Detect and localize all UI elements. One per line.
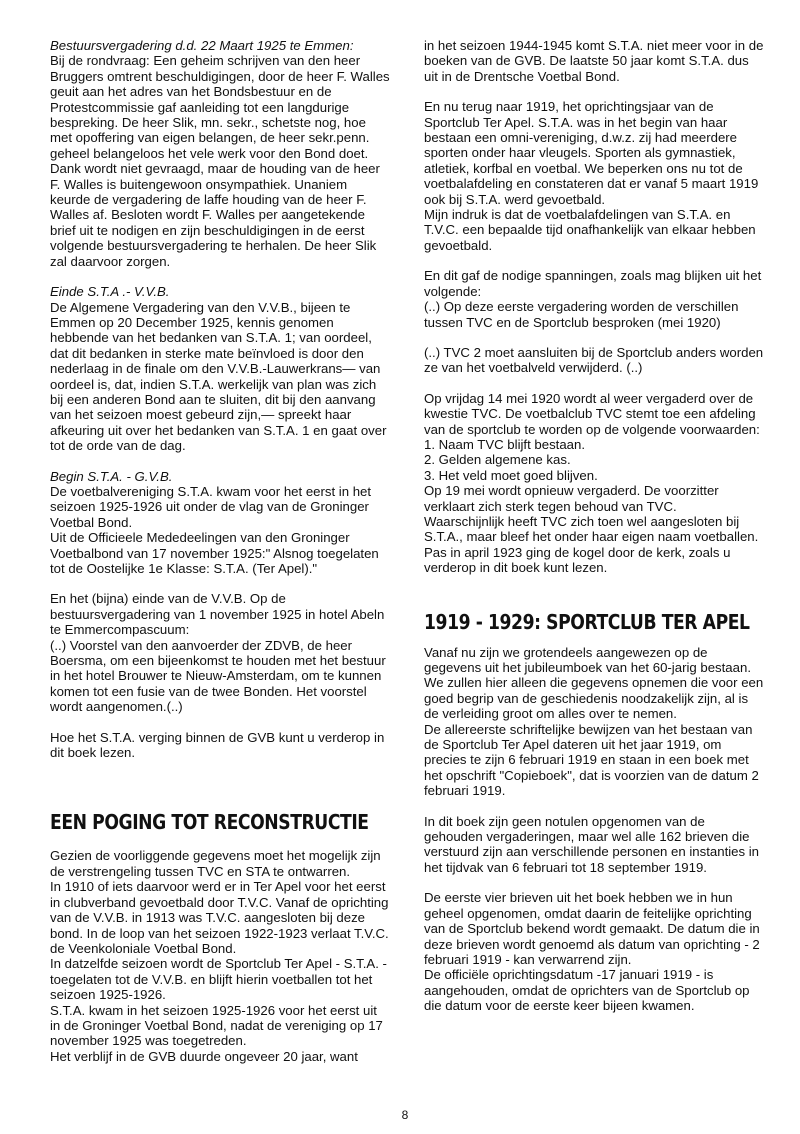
condition-item: 1. Naam TVC blijft bestaan.	[424, 436, 586, 452]
paragraph-verblijf: Het verblijf in de GVB duurde ongeveer 20 jaar, want	[50, 1048, 358, 1064]
paragraph-hoe: Hoe het S.T.A. verging binnen de GVB kunt u verderop in dit boek lezen.	[50, 729, 385, 761]
left-column	[50, 38, 390, 1064]
paragraph-1910: In 1910 of iets daarvoor werd er in Ter Apel voor het eerst in clubverband gevoetbald door T.V.C. Vanaf de oprichting van de V.V.B. in 1913 was T.V.C. aangesloten bij deze bond. In de loop van het seizoen 1922-1923 verlaat T.V.C. de Veenkoloniale Voetbal Bond.	[50, 879, 389, 956]
meeting-text: Bij de rondvraag: Een geheim schrijven van den heer Bruggers omtrent beschuldigingen, door de heer F. Walles geuit aan het adres van het Bondsbestuur en de Protestcommissie gaf aanleiding tot een langdurige bespreking. De heer Slik, mn. sekr., schetste nog, hoe met opoffering van eigen belangen, de heer sekr.penn. geheel belangeloos het vele werk voor den Bond doet. Dank wordt niet gevraagd, maar de houding van de heer F. Walles is buitengewoon onsympathiek. Unaniem keurde de vergadering de laffe houding van de heer F. Walles af. Besloten wordt F. Walles per aangetekende brief uit te nodigen en zijn beschuldigingen in de eerst volgende bestuursvergadering te herhalen. De heer Slik zal daarvoor zorgen.	[50, 53, 390, 269]
quote-tvc2: (..) TVC 2 moet aansluiten bij de Sportclub anders worden ze van het voetbalveld verwijderd. (..)	[424, 344, 764, 376]
paragraph-gezien: Gezien de voorliggende gegevens moet het mogelijk zijn de verstrengeling tussen TVC en STA te ontwarren.	[50, 848, 381, 879]
paragraph-sta-gvb: S.T.A. kwam in het seizoen 1925-1926 voor het eerst uit in de Groninger Voetbal Bond, nadat de vereniging op 17 november 1925 was toegetreden.	[50, 1002, 383, 1049]
paragraph-voorstel: (..) Voorstel van den aanvoerder der ZDVB, de heer Boersma, om een bijeenkomst te houden met het bestuur in het hotel Brouwer te Nieuw-Amsterdam, om te kunnen komen tot een fusie van de twee Bonden. Het voorstel wordt aangenomen.(..)	[50, 637, 386, 715]
paragraph-1919: En nu terug naar 1919, het oprichtingsjaar van de Sportclub Ter Apel. S.T.A. was in het begin van haar bestaan een omni-vereniging, d.w.z. zij had meerdere sporten onder haar vleugels. Sporten als gymnastiek, atletiek, korfbal en voetbal. We beperken ons nu tot de voetbalafdeling en constateren dat er vanaf 5 maart 1919 ook bij S.T.A. werd gevoetbald.	[424, 99, 759, 207]
paragraph-dit-boek: In dit boek zijn geen notulen opgenomen van de gehouden vergaderingen, maar wel alle 162 brieven die verstuurd zijn aan verschillende personen en instanties in het tijdvak van 6 februari tot 18 september 1919.	[424, 813, 760, 875]
einde-text: De Algemene Vergadering van den V.V.B., bijeen te Emmen op 20 December 1925, kennis genomen hebbende van het bedanken van S.T.A. 1; van oordeel, dat dit bedanken in sterke mate beïnvloed is door den nederlaag in de finale om den V.V.B.-Lauwerkrans— van oordeel is, dat, indien S.T.A. werkelijk van plan was zich bij een anderen Bond aan te sluiten, dit bij den aanvang van het seizoen moest gebeurd zijn,— spreekt haar afkeuring uit over het bedanken van S.T.A. 1 en gaat over tot de orde van de dag.	[50, 299, 387, 454]
meeting-title: Bestuursvergadering d.d. 22 Maart 1925 te Emmen:	[50, 38, 354, 53]
right-column	[424, 38, 764, 1014]
section-heading-sportclub: 1919 - 1929: SPORTCLUB TER APEL	[424, 609, 750, 634]
subheading-begin: Begin S.T.A. - G.V.B.	[50, 468, 173, 484]
paragraph-allereerste: De allereerste schriftelijke bewijzen van het bestaan van de Sportclub Ter Apel dateren uit het jaar 1919, om precies te zijn 6 februari 1919 en staan in een boek met het opschrift "Copieboek", dat is voorzien van de datum 2 februari 1919.	[424, 721, 759, 799]
paragraph-bijna: En het (bijna) einde van de V.V.B. Op de bestuursvergadering van 1 november 1925 in hotel Abeln te Emmercompascuum:	[50, 591, 385, 638]
paragraph-14-mei: Op vrijdag 14 mei 1920 wordt al weer vergaderd over de kwestie TVC. De voetbalclub TVC stemt toe een afdeling van de sportclub te worden op de volgende voorwaarden:	[424, 390, 760, 437]
begin-quote: Uit de Officieele Mededeelingen van den Groninger Voetbalbond van 17 november 1925:" Alsnog toegelaten tot de Oostelijke 1e Klasse: S.T.A. (Ter Apel)."	[50, 530, 379, 576]
paragraph-officiele: De officiële oprichtingsdatum -17 januari 1919 - is aangehouden, omdat de oprichters van de Sportclub op die datum voor de eerste keer bijeen kwamen.	[424, 967, 750, 1014]
paragraph-april-1923: Pas in april 1923 ging de kogel door de kerk, zoals u verderop in dit boek kunt lezen.	[424, 544, 731, 576]
paragraph-eerste-vier: De eerste vier brieven uit het boek hebben we in hun geheel opgenomen, omdat daarin de feitelijke oprichting van de Sportclub bekend wordt gemaakt. De datum die in deze brieven wordt genoemd als datum van oprichting - 2 februari 1919 - kan verwarrend zijn.	[424, 890, 760, 967]
condition-item: 2. Gelden algemene kas.	[424, 452, 571, 468]
paragraph-19-mei: Op 19 mei wordt opnieuw vergaderd. De voorzitter verklaart zich sterk tegen behoud van TVC.	[424, 483, 719, 514]
paragraph-datzelfde: In datzelfde seizoen wordt de Sportclub Ter Apel - S.T.A. - toegelaten tot de V.V.B. en blijft hierin voetballen tot het seizoen 1925-1926.	[50, 956, 387, 1003]
page-number: 8	[401, 1108, 409, 1122]
paragraph-vanaf-nu: Vanaf nu zijn we grotendeels aangewezen op de gegevens uit het jubileumboek van het 60-jarig bestaan. We zullen hier alleen die gegevens opnemen die voor een goed begrip van de geschiedenis noodzakelijk zijn, al is de verleiding groot om alles over te nemen.	[424, 644, 764, 722]
begin-text: De voetbalvereniging S.T.A. kwam voor het eerst in het seizoen 1925-1926 uit onder de vlag van de Groninger Voetbal Bond.	[50, 483, 372, 530]
paragraph-seizoen: in het seizoen 1944-1945 komt S.T.A. niet meer voor in de boeken van de GVB. De laatste 50 jaar komt S.T.A. dus uit in de Drentsche Voetbal Bond.	[424, 38, 764, 84]
paragraph-spanningen: En dit gaf de nodige spanningen, zoals mag blijken uit het volgende:	[424, 268, 762, 299]
paragraph-indruk: Mijn indruk is dat de voetbalafdelingen van S.T.A. en T.V.C. een bepaalde tijd onafhankelijk van elkaar hebben gevoetbald.	[424, 207, 756, 253]
condition-item: 3. Het veld moet goed blijven.	[424, 467, 598, 483]
section-heading-reconstructie: EEN POGING TOT RECONSTRUCTIE	[50, 810, 369, 835]
subheading-einde: Einde S.T.A .- V.V.B.	[50, 284, 170, 300]
quote-eerste-vergadering: (..) Op deze eerste vergadering worden de verschillen tussen TVC en de Sportclub besproken (mei 1920)	[424, 299, 739, 330]
paragraph-waarschijnlijk: Waarschijnlijk heeft TVC zich toen wel aangesloten bij S.T.A., maar bleef het onder haar eigen naam voetballen.	[424, 513, 759, 545]
